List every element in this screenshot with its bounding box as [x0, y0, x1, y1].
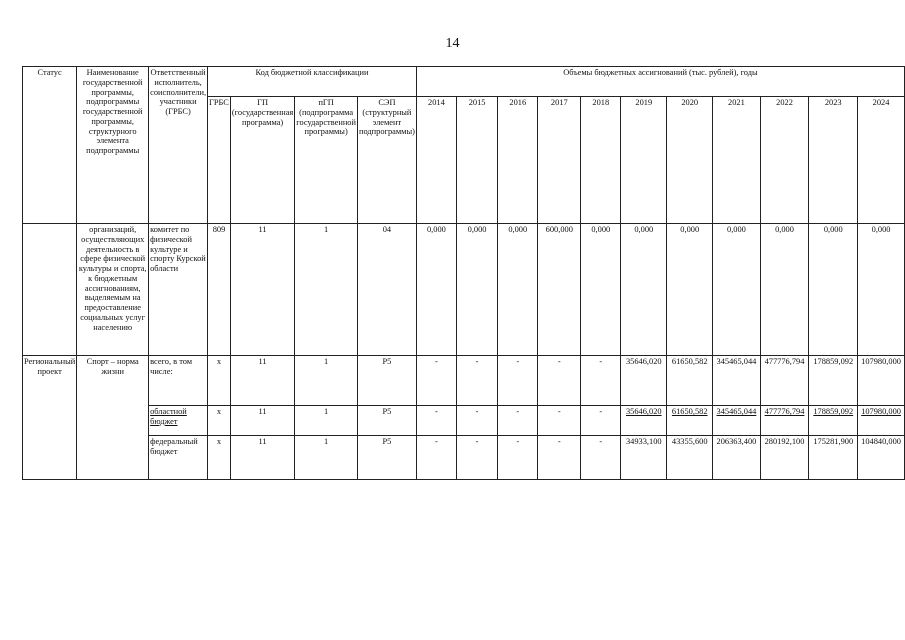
header-name: Наименование государственной программы, подпрограммы государственной программы, структурного элемента подпрограммы	[77, 67, 149, 224]
value-cell: 0,000	[456, 224, 497, 356]
value-cell: 206363,400	[713, 436, 760, 480]
row-executor: всего, в том числе:	[149, 356, 208, 406]
header-year: 2024	[858, 97, 905, 224]
row-pgp: 1	[295, 356, 358, 406]
value-cell: -	[538, 436, 581, 480]
value-cell: -	[581, 406, 621, 436]
value-cell: 0,000	[416, 224, 456, 356]
row-executor: федеральный бюджет	[149, 436, 208, 480]
header-year: 2018	[581, 97, 621, 224]
value-cell: 477776,794	[760, 406, 809, 436]
header-year: 2015	[456, 97, 497, 224]
value-cell: 61650,582	[667, 406, 713, 436]
budget-table	[22, 66, 905, 480]
value-cell: -	[498, 356, 538, 406]
header-pgp: пГП (подпрограмма государственной программы)	[295, 97, 358, 224]
row-grbs: 809	[208, 224, 231, 356]
header-volumes: Объемы бюджетных ассигнований (тыс. рублей), годы	[416, 67, 904, 97]
value-cell: -	[456, 356, 497, 406]
row-sep: P5	[357, 356, 416, 406]
header-budget-code: Код бюджетной классификации	[208, 67, 417, 97]
page-number: 14	[445, 36, 460, 51]
value-cell: 35646,020	[621, 356, 667, 406]
value-cell: 0,000	[621, 224, 667, 356]
row-gp: 11	[230, 224, 294, 356]
header-status: Статус	[23, 67, 77, 224]
table-row	[23, 356, 905, 406]
value-cell: -	[416, 436, 456, 480]
table-row	[23, 436, 905, 480]
value-cell: 477776,794	[760, 356, 809, 406]
header-year: 2016	[498, 97, 538, 224]
value-cell: 178859,092	[809, 406, 858, 436]
row-executor: комитет по физической культуре и спорту Курской области	[149, 224, 208, 356]
header-year: 2019	[621, 97, 667, 224]
header-gp: ГП (государственная программа)	[230, 97, 294, 224]
row-sep: 04	[357, 224, 416, 356]
value-cell: 0,000	[667, 224, 713, 356]
header-year: 2017	[538, 97, 581, 224]
row-grbs: x	[208, 406, 231, 436]
value-cell: 175281,900	[809, 436, 858, 480]
row-pgp: 1	[295, 436, 358, 480]
row-status: Региональный проект	[23, 356, 77, 480]
value-cell: 35646,020	[621, 406, 667, 436]
value-cell: -	[498, 406, 538, 436]
value-cell: 345465,044	[713, 406, 760, 436]
value-cell: 104840,000	[858, 436, 905, 480]
value-cell: -	[538, 356, 581, 406]
row-pgp: 1	[295, 406, 358, 436]
value-cell: 0,000	[581, 224, 621, 356]
value-cell: -	[456, 406, 497, 436]
value-cell: 107980,000	[858, 406, 905, 436]
value-cell: 0,000	[809, 224, 858, 356]
value-cell: 178859,092	[809, 356, 858, 406]
header-grbs: ГРБС	[208, 97, 231, 224]
value-cell: -	[498, 436, 538, 480]
row-name: Спорт – норма жизни	[77, 356, 149, 480]
row-gp: 11	[230, 436, 294, 480]
table-row	[23, 224, 905, 356]
row-gp: 11	[230, 406, 294, 436]
value-cell: 0,000	[760, 224, 809, 356]
row-status	[23, 224, 77, 356]
row-pgp: 1	[295, 224, 358, 356]
header-executor: Ответственный исполнитель, соисполнители, участники (ГРБС)	[149, 67, 208, 224]
value-cell: 280192,100	[760, 436, 809, 480]
value-cell: -	[456, 436, 497, 480]
row-grbs: x	[208, 356, 231, 406]
value-cell: 0,000	[858, 224, 905, 356]
row-grbs: x	[208, 436, 231, 480]
value-cell: 0,000	[498, 224, 538, 356]
value-cell: 600,000	[538, 224, 581, 356]
header-year: 2021	[713, 97, 760, 224]
header-year: 2023	[809, 97, 858, 224]
value-cell: 34933,100	[621, 436, 667, 480]
header-year: 2022	[760, 97, 809, 224]
value-cell: 0,000	[713, 224, 760, 356]
value-cell: 107980,000	[858, 356, 905, 406]
row-executor: областной бюджет	[149, 406, 208, 436]
value-cell: -	[538, 406, 581, 436]
value-cell: 61650,582	[667, 356, 713, 406]
value-cell: -	[416, 356, 456, 406]
header-year: 2020	[667, 97, 713, 224]
row-sep: P5	[357, 436, 416, 480]
value-cell: 345465,044	[713, 356, 760, 406]
value-cell: -	[581, 436, 621, 480]
header-sep: СЭП (структурный элемент подпрограммы)	[357, 97, 416, 224]
row-gp: 11	[230, 356, 294, 406]
row-name: организаций, осуществляющих деятельность в сфере физической культуры и спорта, к бюджетным ассигнованиям, выделяемым на предоставление социальных услуг населению	[77, 224, 149, 356]
value-cell: -	[416, 406, 456, 436]
header-year: 2014	[416, 97, 456, 224]
row-sep: P5	[357, 406, 416, 436]
table-row	[23, 406, 905, 436]
value-cell: 43355,600	[667, 436, 713, 480]
value-cell: -	[581, 356, 621, 406]
